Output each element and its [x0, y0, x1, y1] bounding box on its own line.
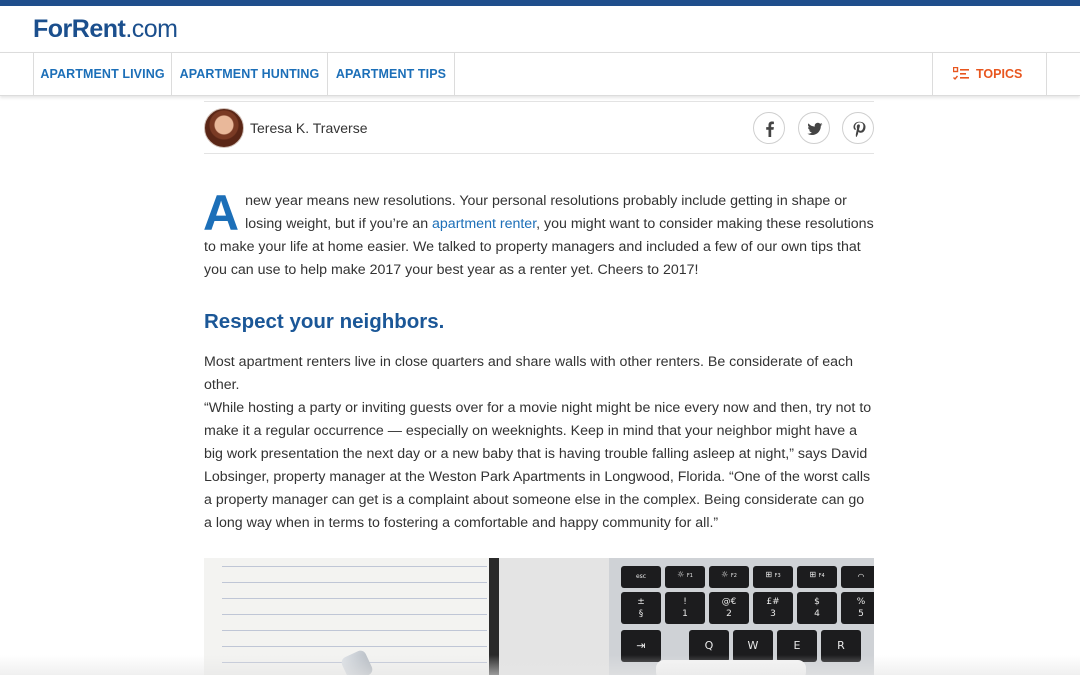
author-bar	[204, 101, 874, 154]
key-3-top: £#	[766, 597, 780, 607]
twitter-share-button[interactable]	[798, 112, 830, 144]
site-logo[interactable]	[33, 14, 178, 44]
section-heading: Respect your neighbors.	[204, 310, 445, 333]
key-4	[797, 592, 837, 624]
masthead	[0, 6, 1080, 52]
key-section-top: ±	[637, 597, 645, 607]
author-avatar[interactable]	[204, 108, 244, 148]
key-e: E	[777, 630, 817, 662]
key-2-bottom: 2	[726, 609, 732, 619]
key-f1-label: F1	[686, 573, 693, 579]
pinterest-icon	[851, 121, 867, 137]
key-w: W	[733, 630, 773, 662]
key-3-bottom: 3	[770, 609, 776, 619]
key-f4-label: F4	[818, 573, 825, 579]
nav-apartment-hunting[interactable]: APARTMENT HUNTING	[172, 53, 328, 96]
nav-apartment-tips[interactable]: APARTMENT TIPS	[328, 53, 455, 96]
key-5	[841, 592, 874, 624]
intro-text-1: new year means new resolutions. Your personal resolutions probably include getting in shape or losing weight, but if you’re an	[245, 193, 847, 232]
pinterest-share-button[interactable]	[842, 112, 874, 144]
twitter-icon	[807, 121, 823, 137]
key-section	[621, 592, 661, 624]
body-paragraph-1: Most apartment renters live in close quarters and share walls with other renters. Be considerate of each other.	[204, 354, 854, 393]
intro-paragraph	[203, 185, 874, 282]
key-section-bottom: §	[638, 609, 644, 619]
drop-cap: A	[203, 185, 240, 241]
key-f2-glyph: ☼	[721, 570, 729, 579]
key-f1	[665, 566, 705, 588]
key-f5: ◠	[841, 566, 874, 588]
key-3	[753, 592, 793, 624]
nav-apartment-living[interactable]: APARTMENT LIVING	[33, 53, 172, 96]
key-r: R	[821, 630, 861, 662]
key-1	[665, 592, 705, 624]
key-f4-glyph: ⊞	[809, 570, 817, 579]
key-f4	[797, 566, 837, 588]
key-f1-glyph: ☼	[677, 570, 685, 579]
key-f3	[753, 566, 793, 588]
key-5-top: %	[856, 597, 866, 607]
key-1-bottom: 1	[682, 609, 688, 619]
checklist-icon	[953, 67, 969, 81]
key-4-top: $	[814, 597, 820, 607]
key-f2-label: F2	[730, 573, 737, 579]
main-nav	[0, 52, 1080, 96]
topics-label: TOPICS	[976, 67, 1023, 81]
facebook-icon	[762, 121, 778, 137]
article-body	[203, 185, 874, 535]
key-2	[709, 592, 749, 624]
key-tab: ⇥	[621, 630, 661, 662]
logo-brand: ForRent	[33, 15, 126, 43]
key-q: Q	[689, 630, 729, 662]
facebook-share-button[interactable]	[753, 112, 785, 144]
key-1-top: !	[683, 597, 687, 607]
bottom-fade	[0, 655, 1080, 675]
key-4-bottom: 4	[814, 609, 820, 619]
intro-text-2: , you might want to consider making these resolutions to make your life at home easier. We talked to property managers and included a few of our own tips that you can use to help make 2017 your best year as a renter yet. Cheers to 2017!	[204, 216, 874, 278]
logo-tld: .com	[125, 15, 178, 43]
key-f3-label: F3	[774, 573, 781, 579]
body-paragraph-2: “While hosting a party or inviting guests over for a movie night might be nice every now and then, try not to make it a regular occurrence — especially on weeknights. Keep in mind that your neighbor might have a big work presentation the next day or a new baby that is having trouble falling asleep at night,” says David Lobsinger, property manager at the Weston Park Apartments in Longwood, Florida. “One of the worst calls a property manager can get is a complaint about someone else in the complex. Being considerate can go a long way when in terms to fostering a comfortable and happy community for all.”	[204, 400, 872, 531]
key-f2	[709, 566, 749, 588]
topics-button[interactable]	[932, 53, 1047, 96]
key-f3-glyph: ⊞	[765, 570, 773, 579]
key-5-bottom: 5	[858, 609, 864, 619]
author-name[interactable]: Teresa K. Traverse	[250, 120, 368, 136]
key-esc: esc	[621, 566, 661, 588]
apartment-renter-link[interactable]: apartment renter	[432, 216, 537, 232]
key-2-top: @€	[721, 597, 737, 607]
